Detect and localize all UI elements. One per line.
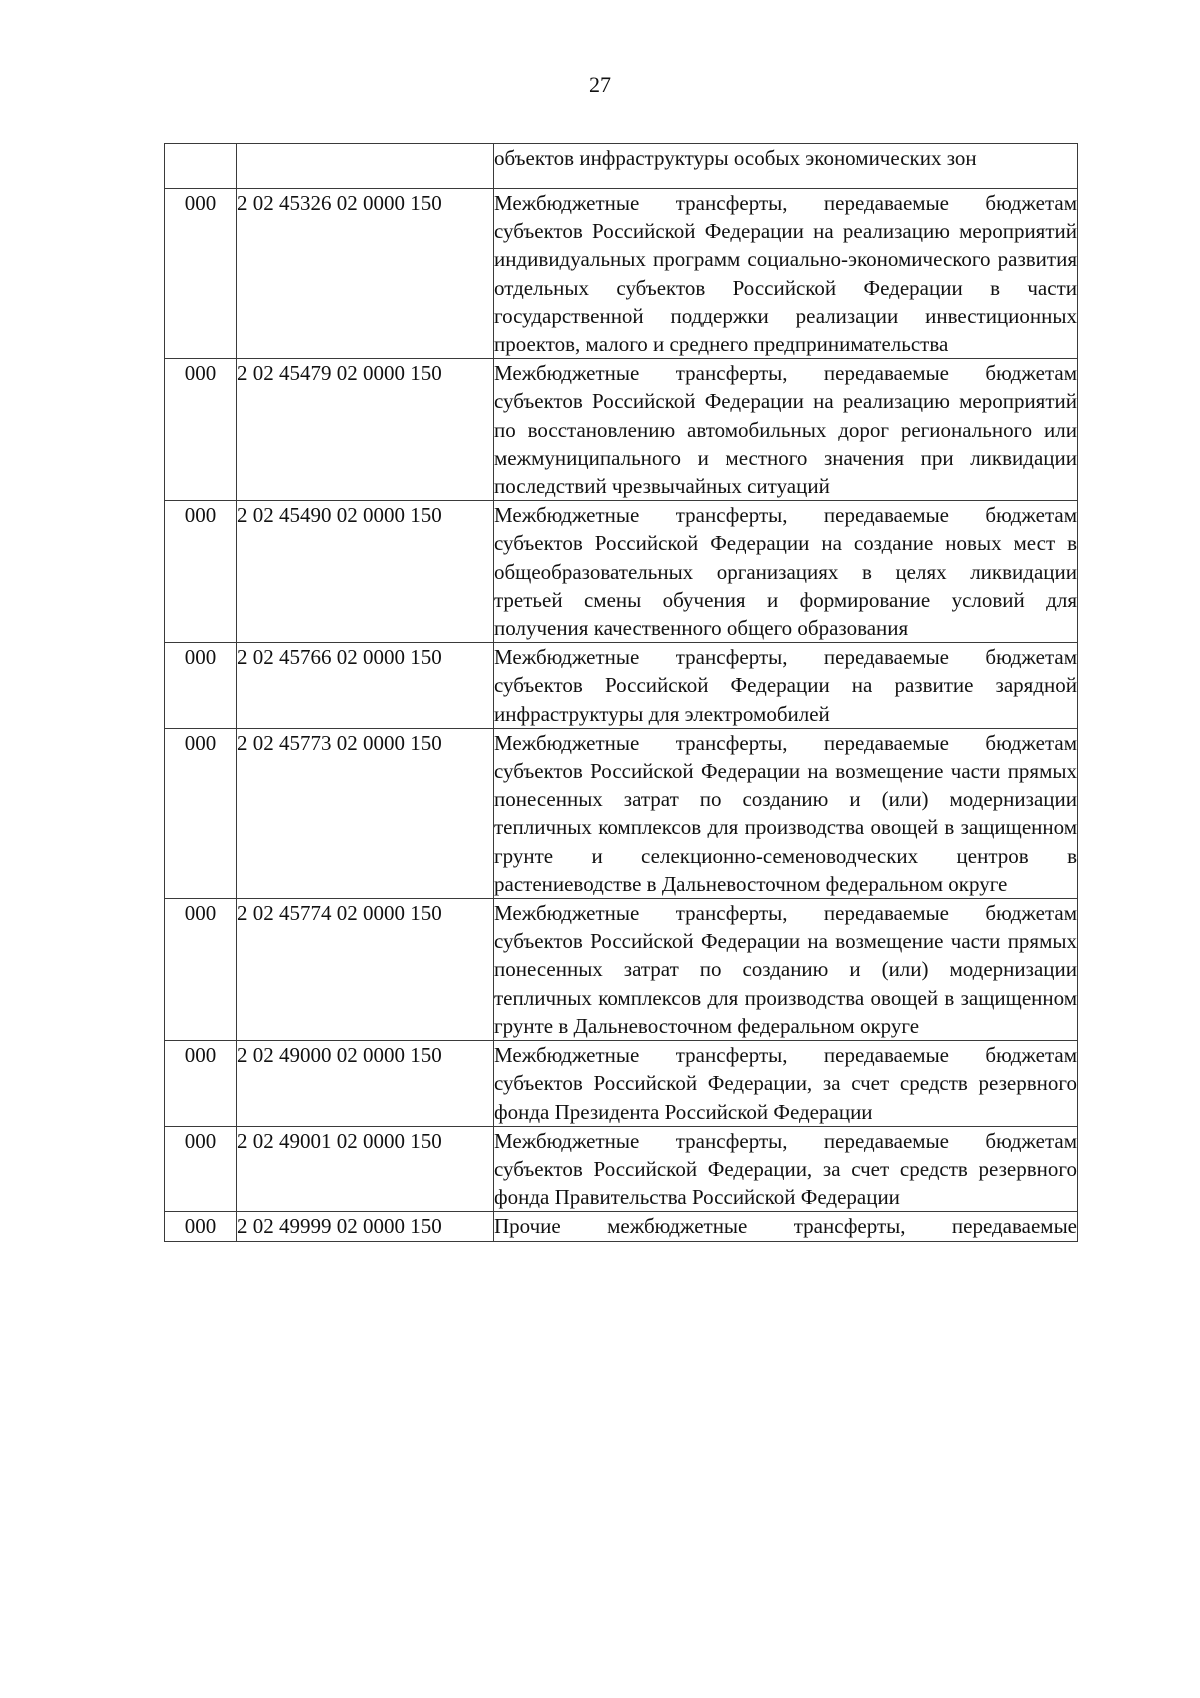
table-row: [165, 359, 1078, 501]
admin-code-cell: 000: [165, 1041, 237, 1127]
budget-classification-table: [164, 143, 1078, 1242]
budget-code-cell: 2 02 49001 02 0000 150: [237, 1126, 494, 1212]
description-cell: Межбюджетные трансферты, передаваемые бюджетам субъектов Российской Федерации на развитие зарядной инфраструктуры для электромобилей: [494, 643, 1078, 729]
admin-code-cell: 000: [165, 728, 237, 898]
budget-code-cell: 2 02 45774 02 0000 150: [237, 899, 494, 1041]
budget-code-cell: [237, 144, 494, 189]
table-row: [165, 728, 1078, 898]
description-cell: Межбюджетные трансферты, передаваемые бюджетам субъектов Российской Федерации на возмещение части прямых понесенных затрат по созданию и (или) модернизации тепличных комплексов для производства овощей в защищенном грунте в Дальневосточном федеральном округе: [494, 899, 1078, 1041]
budget-code-cell: 2 02 49000 02 0000 150: [237, 1041, 494, 1127]
admin-code-cell: 000: [165, 1126, 237, 1212]
table-row: [165, 501, 1078, 643]
admin-code-cell: [165, 144, 237, 189]
admin-code-cell: 000: [165, 1212, 237, 1241]
description-cell: Межбюджетные трансферты, передаваемые бюджетам субъектов Российской Федерации, за счет средств резервного фонда Президента Российской Федерации: [494, 1041, 1078, 1127]
budget-code-cell: 2 02 45766 02 0000 150: [237, 643, 494, 729]
table-row: [165, 189, 1078, 359]
description-cell: Межбюджетные трансферты, передаваемые бюджетам субъектов Российской Федерации, за счет средств резервного фонда Правительства Российской Федерации: [494, 1126, 1078, 1212]
admin-code-cell: 000: [165, 359, 237, 501]
table-row: [165, 1041, 1078, 1127]
admin-code-cell: 000: [165, 899, 237, 1041]
description-cell: Прочие межбюджетные трансферты, передаваемые: [494, 1212, 1078, 1241]
table-row: [165, 1212, 1078, 1241]
table-row: [165, 899, 1078, 1041]
budget-code-cell: 2 02 45479 02 0000 150: [237, 359, 494, 501]
admin-code-cell: 000: [165, 501, 237, 643]
admin-code-cell: 000: [165, 643, 237, 729]
description-cell: Межбюджетные трансферты, передаваемые бюджетам субъектов Российской Федерации на реализацию мероприятий по восстановлению автомобильных дорог регионального или межмуниципального и местного значения при ликвидации последствий чрезвычайных ситуаций: [494, 359, 1078, 501]
description-cell: Межбюджетные трансферты, передаваемые бюджетам субъектов Российской Федерации на создание новых мест в общеобразовательных организациях в целях ликвидации третьей смены обучения и формирование условий для получения качественного общего образования: [494, 501, 1078, 643]
admin-code-cell: 000: [165, 189, 237, 359]
table-row: [165, 1126, 1078, 1212]
table-row: [165, 643, 1078, 729]
page-number: 27: [589, 72, 611, 97]
budget-code-cell: 2 02 45326 02 0000 150: [237, 189, 494, 359]
budget-code-cell: 2 02 45773 02 0000 150: [237, 728, 494, 898]
budget-code-cell: 2 02 49999 02 0000 150: [237, 1212, 494, 1241]
description-cell: Межбюджетные трансферты, передаваемые бюджетам субъектов Российской Федерации на возмещение части прямых понесенных затрат по созданию и (или) модернизации тепличных комплексов для производства овощей в защищенном грунте и селекционно-семеноводческих центров в растениеводстве в Дальневосточном федеральном округе: [494, 728, 1078, 898]
description-cell: объектов инфраструктуры особых экономических зон: [494, 144, 1078, 189]
table-row: [165, 144, 1078, 189]
description-cell: Межбюджетные трансферты, передаваемые бюджетам субъектов Российской Федерации на реализацию мероприятий индивидуальных программ социально-экономического развития отдельных субъектов Российской Федерации в части государственной поддержки реализации инвестиционных проектов, малого и среднего предпринимательства: [494, 189, 1078, 359]
budget-code-cell: 2 02 45490 02 0000 150: [237, 501, 494, 643]
